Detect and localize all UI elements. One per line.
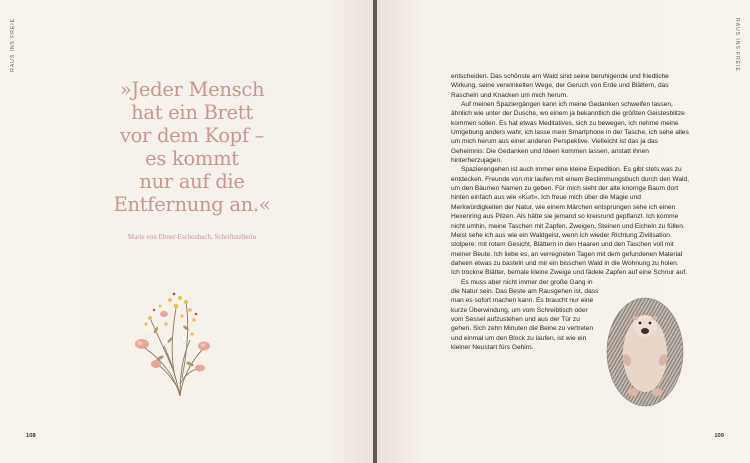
body-paragraph: Spazierengehen ist auch immer eine kleine Expedition. Es gibt stets was zu entdecken. Freunde von mir laufen mit einem Bestimmungsbuch durch den Wald, um den Bäumen Namen zu geben. Für mich sieht der alte knorrige Baum dort hinten einfach aus wie »Kurt«. Ich freue mich über die Magie und Merkwürdigkeiten der Natur, wie einem Märchen entsprungen sehe ich einen Hexenring aus Pilzen. Als hätte sie jemand so kreisrund gepflanzt. Ich komme nicht umhin, meine Taschen mit Zapfen, Zweigen, Steinen und Eicheln zu füllen. Meist sehe ich aus wie ein Waldgeist, wenn ich wieder Richtung Zivilisation stolpere: mit rotem Gesicht, Blättern in den Haaren und den Taschen voll mit meiner Beute. Ich liebe es, an verregneten Tagen mit dem gefundenen Material daheim etwas zu basteln und mir ein bisschen Wald in die Wohnung zu holen. Ich trockne Blätter, bemale kleine Zweige und fädele Zapfen auf eine Schnur auf. [451,166,689,277]
left-page [0,0,373,463]
pull-quote [72,78,312,216]
quote-line: vor dem Kopf – [119,124,265,147]
body-paragraph: Auf meinen Spaziergängen kann ich meine Gedanken schweifen lassen, ähnlich wie unter der Dusche, wo einem ja bekanntlich die größten Geistesblitze kommen sollen. Es hat etwas Meditatives, sich zu bewegen, ich nehme meine Umgebung anders wahr, ich lasse mein Smartphone in der Tasche, ich sehe alles um mich herum aus einer anderen Perspektive. Vielleicht ist das ja das Geheimnis: Die Gedanken und Ideen kommen lassen, anstatt ihnen hinterherzujagen. [451,101,689,165]
quote-line: hat ein Brett [131,101,253,124]
running-head-left: RAUS INS FREIE [10,18,16,72]
quote-attribution: Marie von Ebner-Eschenbach, Schriftstellerin [127,233,257,241]
quote-line: nur auf die [139,170,245,193]
running-head-right: RAUS INS FREIE [734,18,740,72]
quote-line: es kommt [145,147,239,170]
page-number-left: 108 [26,433,36,439]
page-number-right: 109 [714,433,724,439]
quote-line: Entfernung an.« [113,193,271,216]
body-paragraph: Es muss aber nicht immer der große Gang in die Natur sein. Das Beste am Rausgehen ist, dass man es sofort machen kann. Es braucht nur eine kurze Überwindung, um vom Schreibtisch oder vom Sessel aufzustehen und aus der Tür zu gehen. Sich zehn Minuten die Beine zu vertreten und einmal um den Block zu laufen, ist wie ein kleiner Neustart fürs Gehirn. [451,278,599,351]
body-paragraph: entscheiden. Das schönste am Wald sind seine beruhigende und friedliche Wirkung, seine verwinkelten Wege, der Geruch von Erde und Blättern, das Rascheln und Knacken um mich herum. [451,73,669,99]
hedgehog-illustration [605,296,685,414]
right-page [377,0,750,463]
bouquet-illustration [120,288,220,398]
quote-line: »Jeder Mensch [119,78,265,101]
